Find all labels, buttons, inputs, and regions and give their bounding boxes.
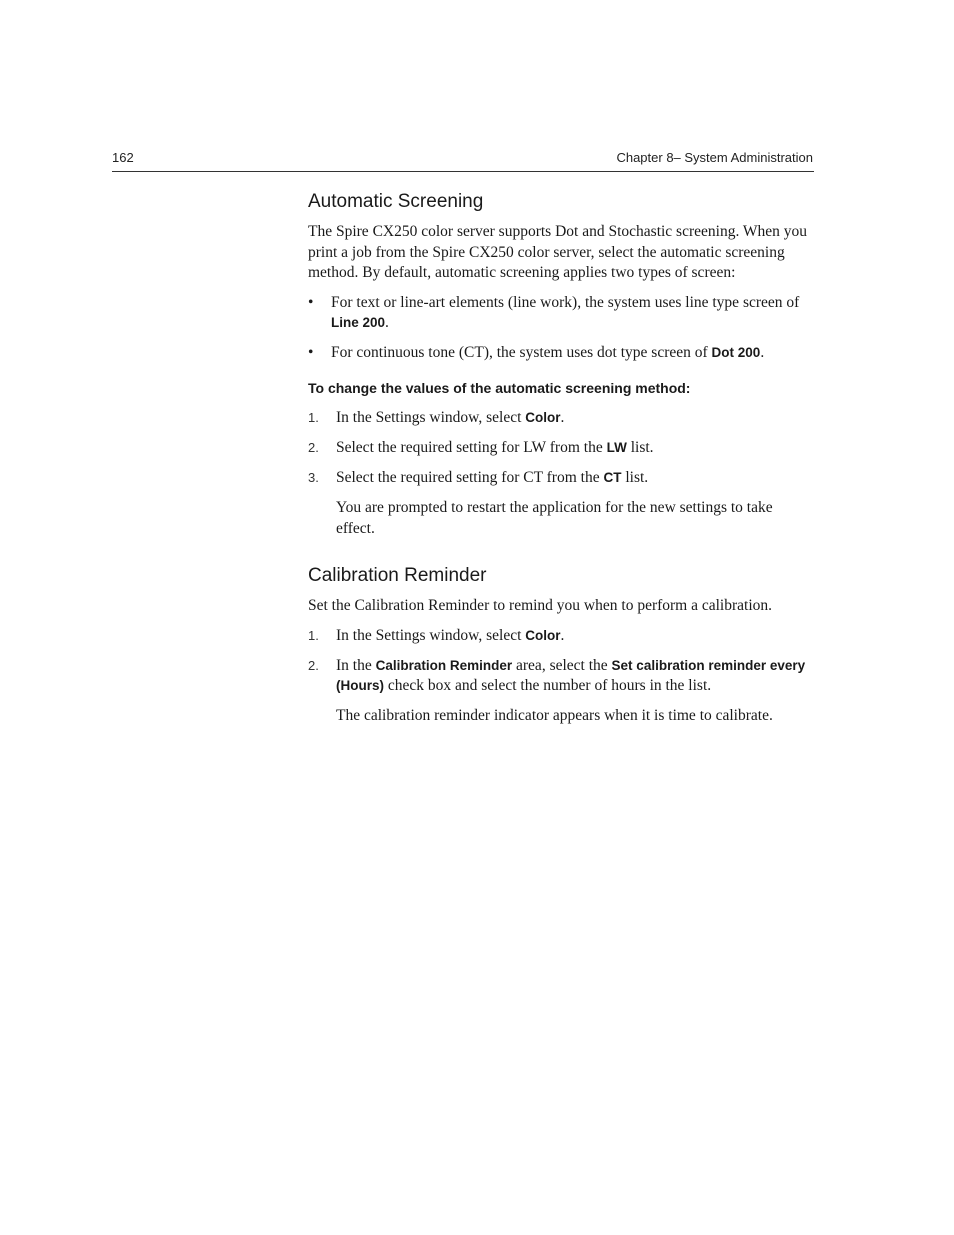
ui-term-calibration-reminder: Calibration Reminder — [375, 657, 513, 673]
bullet-symbol: • — [308, 293, 314, 311]
step-text: In the Settings window, select — [336, 626, 526, 644]
bullet-item-continuous-tone — [308, 343, 814, 364]
step-text: Select the required setting for CT from the — [336, 469, 604, 486]
page-content — [308, 188, 814, 727]
step-number: 3. — [308, 470, 319, 485]
ui-term-color: Color — [525, 627, 561, 643]
step-item — [308, 468, 814, 489]
page-number: 162 — [112, 150, 134, 165]
step-item — [308, 438, 814, 459]
restart-note: You are prompted to restart the application for the new settings to take effect. — [336, 499, 773, 537]
ui-term-set-calibration-reminder: Set calibration reminder every (Hours) — [336, 657, 806, 693]
running-header: Chapter 8– System Administration — [616, 150, 813, 165]
section-title-calibration-reminder: Calibration Reminder — [308, 565, 487, 586]
step-number: 1. — [308, 410, 319, 425]
calibration-indicator-note: The calibration reminder indicator appears when it is time to calibrate. — [336, 707, 773, 724]
calibration-intro-paragraph: Set the Calibration Reminder to remind you when to perform a calibration. — [308, 597, 773, 614]
procedure-heading: To change the values of the automatic screening method: — [308, 380, 691, 396]
step-tail: . — [560, 626, 565, 644]
step-tail: list. — [626, 439, 654, 456]
step-text: In the Settings window, select — [336, 409, 526, 426]
screen-type-bullet-list — [308, 293, 814, 364]
bullet-text: For continuous tone (CT), the system uses dot type screen of — [331, 343, 712, 361]
ui-term-line-200: Line 200 — [331, 315, 386, 330]
step-tail: . — [560, 409, 565, 426]
header-rule — [112, 171, 814, 172]
step-number: 2. — [308, 440, 319, 455]
step-item — [308, 656, 814, 697]
bullet-text: For text or line-art elements (line work), the system uses line type screen of — [331, 293, 800, 311]
bullet-symbol: • — [308, 343, 314, 361]
step-number: 2. — [308, 657, 319, 673]
ui-term-lw: LW — [606, 440, 627, 455]
bullet-tail: . — [385, 314, 389, 331]
section-title-automatic-screening: Automatic Screening — [308, 191, 484, 212]
step-number: 1. — [308, 627, 319, 643]
step-text: In the — [336, 656, 376, 674]
calibration-steps-list — [308, 626, 814, 697]
ui-term-dot-200: Dot 200 — [711, 344, 761, 360]
ui-term-ct: CT — [603, 470, 622, 485]
step-mid: area, select the — [512, 656, 612, 674]
ui-term-color: Color — [525, 410, 561, 425]
section-intro-paragraph: The Spire CX250 color server supports Dot and Stochastic screening. When you print a job from the Spire CX250 color server, select the automatic screening method. By default, automatic screening applies two types of screen: — [308, 223, 808, 281]
screening-steps-list — [308, 408, 814, 489]
step-item — [308, 408, 814, 429]
bullet-tail: . — [760, 343, 765, 361]
step-item — [308, 626, 814, 647]
step-tail: list. — [621, 469, 649, 486]
step-tail: check box and select the number of hours in the list. — [384, 677, 712, 694]
step-text: Select the required setting for LW from the — [336, 439, 607, 456]
bullet-item-line-work — [308, 293, 814, 334]
